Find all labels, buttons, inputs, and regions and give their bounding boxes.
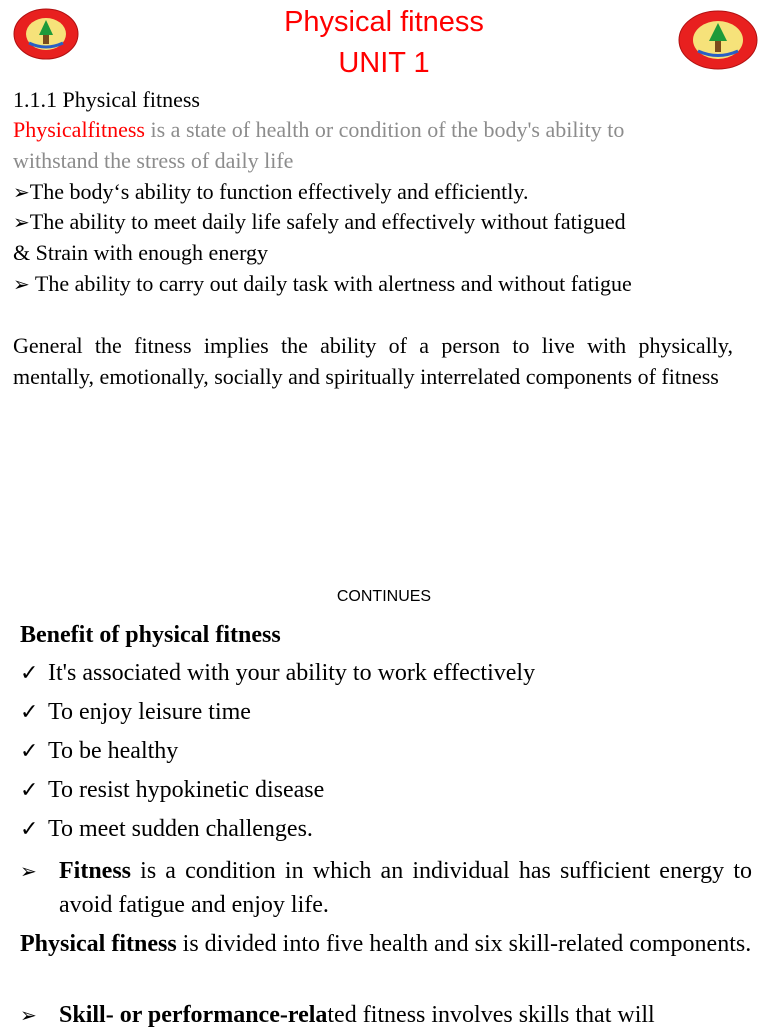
check-item: ✓ It's associated with your ability to work effectively bbox=[20, 660, 536, 686]
fitness-definition: ➢ Fitness is a condition in which an individual has sufficient energy to avoid fatigue and enjoy life. bbox=[20, 854, 752, 922]
section-heading: 1.1.1 Physical fitness bbox=[13, 87, 200, 112]
continues-label: CONTINUES bbox=[336, 588, 432, 605]
general-paragraph: General the fitness implies the ability of a person to live with physically, mentally, emotionally, socially and spiritually interrelated components of fitness bbox=[13, 333, 733, 389]
definition-term: Physicalfitness bbox=[13, 117, 145, 142]
check-item: ✓ To meet sudden challenges. bbox=[20, 816, 313, 842]
checkmark-icon: ✓ bbox=[20, 661, 39, 686]
arrow-bullet-icon: ➢ bbox=[13, 182, 30, 204]
checkmark-icon: ✓ bbox=[20, 817, 39, 842]
arrow-bullet-icon: ➢ bbox=[13, 212, 30, 234]
check-item: ✓ To enjoy leisure time bbox=[20, 699, 251, 725]
bullet-item: ➢The ability to meet daily life safely and effectively without fatigued bbox=[13, 209, 626, 234]
arrow-bullet-icon: ➢ bbox=[20, 1003, 37, 1027]
bullet-continuation: & Strain with enough energy bbox=[13, 240, 268, 265]
skill-related-item: ➢ Skill- or performance-related fitness involves skills that will bbox=[20, 998, 752, 1032]
definition-line-2: withstand the stress of daily life bbox=[13, 148, 294, 173]
checkmark-icon: ✓ bbox=[20, 778, 39, 803]
page-title: Physical fitness bbox=[284, 6, 484, 38]
benefit-heading: Benefit of physical fitness bbox=[20, 622, 281, 648]
checkmark-icon: ✓ bbox=[20, 739, 39, 764]
physical-fitness-paragraph: Physical fitness is divided into five health and six skill-related components. bbox=[20, 931, 752, 957]
bullet-item: ➢The body‘s ability to function effectively and efficiently. bbox=[13, 179, 529, 204]
definition-text: is a state of health or condition of the body's ability to bbox=[145, 117, 625, 142]
definition-line-1 bbox=[13, 114, 733, 145]
arrow-bullet-icon: ➢ bbox=[20, 859, 37, 883]
bullet-item: ➢ The ability to carry out daily task with alertness and without fatigue bbox=[13, 271, 632, 296]
unit-title: UNIT 1 bbox=[338, 47, 430, 79]
arrow-bullet-icon: ➢ bbox=[13, 274, 30, 296]
checkmark-icon: ✓ bbox=[20, 700, 39, 725]
check-item: ✓ To be healthy bbox=[20, 738, 179, 764]
check-item: ✓ To resist hypokinetic disease bbox=[20, 777, 325, 803]
